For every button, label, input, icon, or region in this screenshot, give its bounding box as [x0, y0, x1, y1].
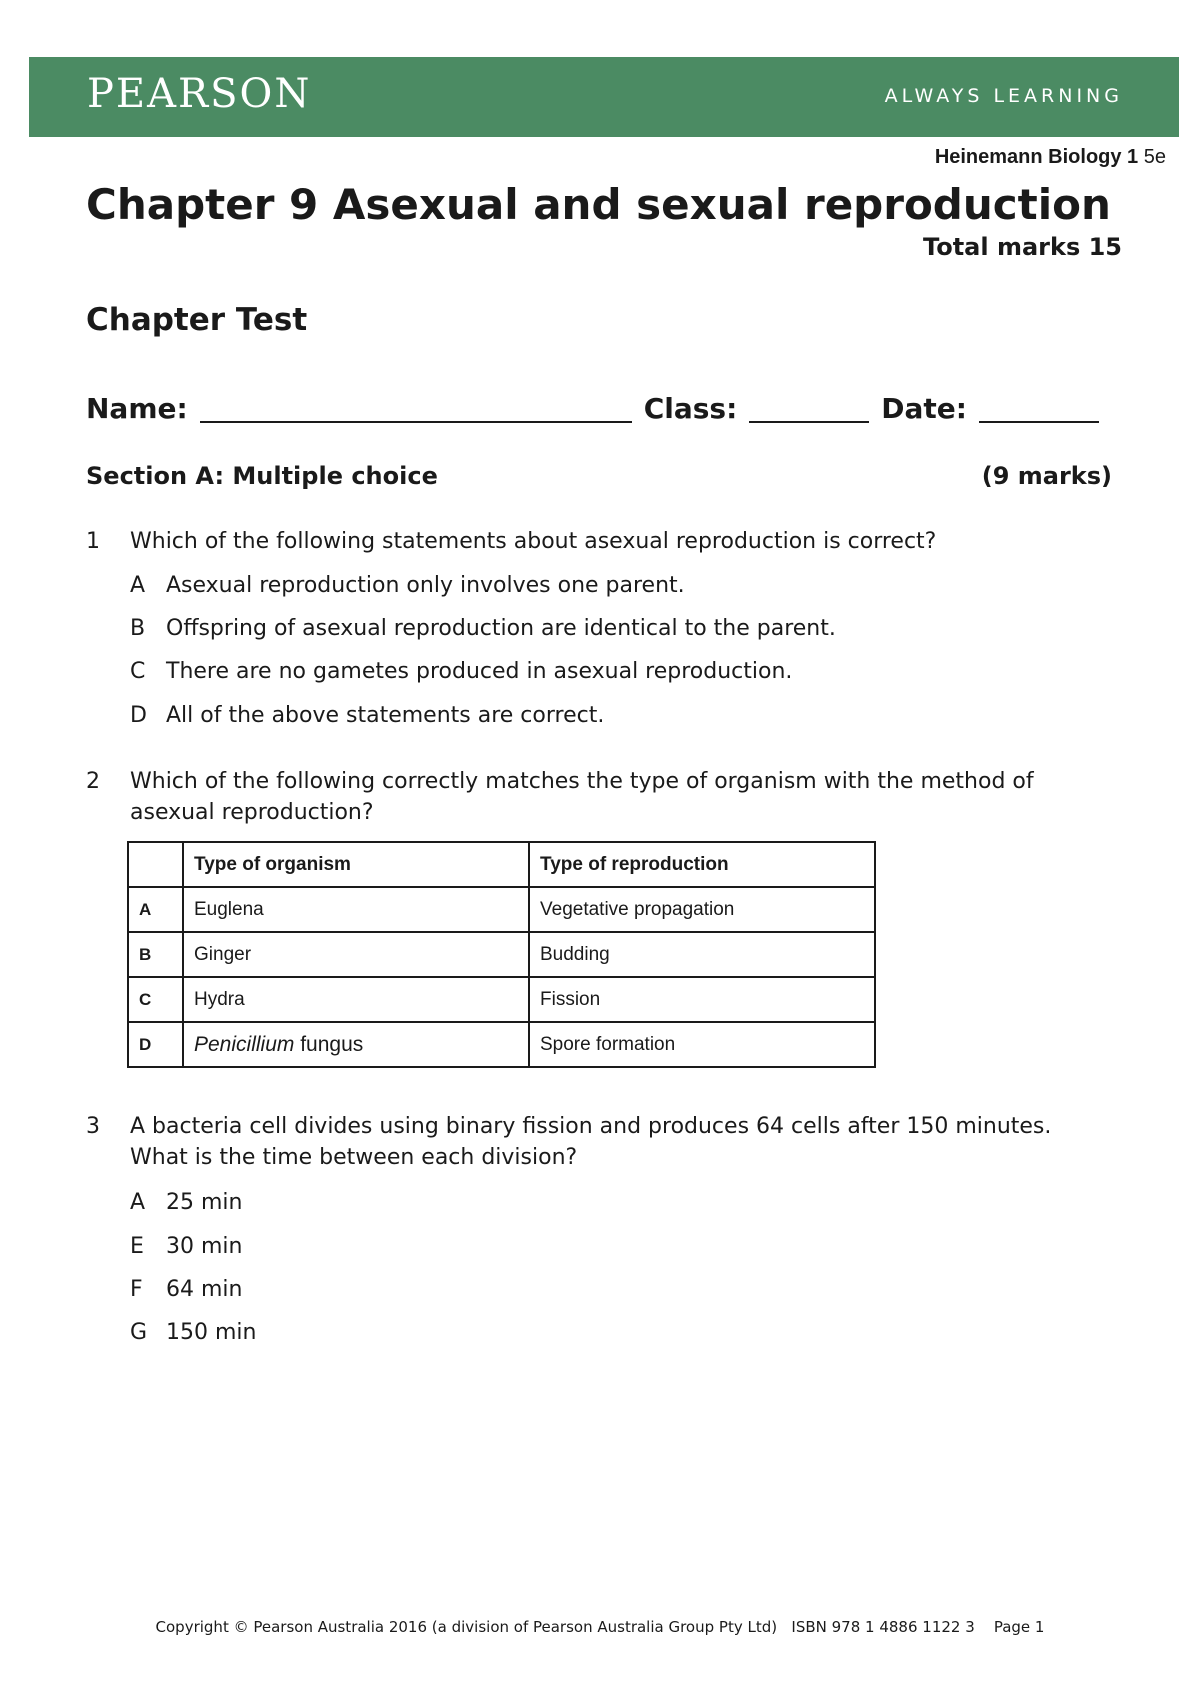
option-letter: B: [130, 616, 146, 641]
option-text: Asexual reproduction only involves one parent.: [166, 573, 685, 598]
option-text: There are no gametes produced in asexual reproduction.: [166, 659, 793, 684]
question-1: [86, 526, 1086, 557]
table-row[interactable]: [128, 977, 875, 1022]
name-label: Name:: [86, 392, 188, 425]
question-2: [86, 766, 1066, 828]
reproduction-cell: Vegetative propagation: [529, 887, 875, 932]
date-field[interactable]: [979, 393, 1099, 423]
organism-name: Hydra: [194, 988, 245, 1010]
option-letter: E: [130, 1234, 144, 1259]
option-text: All of the above statements are correct.: [166, 703, 605, 728]
option-letter: A: [130, 1190, 146, 1215]
section-title: Section A: Multiple choice: [86, 462, 438, 490]
option-letter: A: [130, 573, 146, 598]
student-fields: [86, 392, 1099, 425]
class-label: Class:: [643, 392, 738, 425]
table-header-row: [128, 842, 875, 887]
section-heading: [86, 462, 1112, 490]
row-letter: C: [128, 977, 183, 1022]
organism-suffix: fungus: [294, 1032, 364, 1056]
book-edition: 5e: [1138, 146, 1166, 168]
reproduction-cell: Fission: [529, 977, 875, 1022]
option-1b[interactable]: [130, 613, 836, 644]
option-3a[interactable]: [130, 1187, 242, 1218]
header-banner: [29, 57, 1179, 137]
option-text: 30 min: [166, 1234, 243, 1259]
organism-cell: [183, 1022, 529, 1067]
organism-cell: [183, 932, 529, 977]
book-title: [935, 146, 1166, 169]
question-text: Which of the following correctly matches the type of organism with the method of asexual reproduction?: [130, 769, 1034, 825]
question-3: [86, 1111, 1096, 1173]
question-number: 3: [86, 1114, 100, 1139]
date-label: Date:: [881, 392, 967, 425]
table-header: Type of organism: [183, 842, 529, 887]
option-letter: D: [130, 703, 147, 728]
row-letter: B: [128, 932, 183, 977]
organism-cell: [183, 887, 529, 932]
question-text: Which of the following statements about asexual reproduction is correct?: [130, 529, 937, 554]
brand-tagline: ALWAYS LEARNING: [884, 85, 1123, 107]
option-text: Offspring of asexual reproduction are identical to the parent.: [166, 616, 836, 641]
option-3g[interactable]: [130, 1317, 256, 1348]
option-letter: G: [130, 1320, 148, 1345]
option-text: 150 min: [166, 1320, 257, 1345]
organism-name: Penicillium: [194, 1032, 295, 1056]
table-header: [128, 842, 183, 887]
question-text: A bacteria cell divides using binary fission and produces 64 cells after 150 minutes. What is the time between each division?: [130, 1114, 1052, 1170]
name-field[interactable]: [200, 393, 632, 423]
brand-logo: PEARSON: [87, 71, 312, 117]
question-number: 1: [86, 529, 100, 554]
total-marks: Total marks 15: [923, 233, 1122, 261]
reproduction-cell: Budding: [529, 932, 875, 977]
chapter-title: Chapter 9 Asexual and sexual reproduction: [86, 180, 1111, 229]
book-name: Heinemann Biology 1: [934, 146, 1139, 168]
option-letter: C: [130, 659, 146, 684]
table-row[interactable]: [128, 932, 875, 977]
table-row[interactable]: [128, 1022, 875, 1067]
organism-name: Ginger: [194, 943, 252, 965]
reproduction-cell: Spore formation: [529, 1022, 875, 1067]
question-number: 2: [86, 769, 100, 794]
row-letter: A: [128, 887, 183, 932]
test-subtitle: Chapter Test: [86, 302, 308, 338]
option-text: 25 min: [166, 1190, 243, 1215]
option-1c[interactable]: [130, 656, 792, 687]
option-3f[interactable]: [130, 1274, 242, 1305]
option-1a[interactable]: [130, 570, 685, 601]
section-marks: (9 marks): [981, 462, 1112, 490]
organism-cell: [183, 977, 529, 1022]
option-letter: F: [130, 1277, 143, 1302]
reproduction-table: [127, 841, 876, 1068]
option-text: 64 min: [166, 1277, 243, 1302]
organism-name: Euglena: [194, 898, 264, 920]
page-footer: Copyright © Pearson Australia 2016 (a division of Pearson Australia Group Pty Ltd) ISBN 978 1 4886 1122 3 Page 1: [155, 1618, 1045, 1636]
table-row[interactable]: [128, 887, 875, 932]
option-1d[interactable]: [130, 700, 604, 731]
table-header: Type of reproduction: [529, 842, 875, 887]
option-3e[interactable]: [130, 1231, 242, 1262]
class-field[interactable]: [749, 393, 869, 423]
row-letter: D: [128, 1022, 183, 1067]
